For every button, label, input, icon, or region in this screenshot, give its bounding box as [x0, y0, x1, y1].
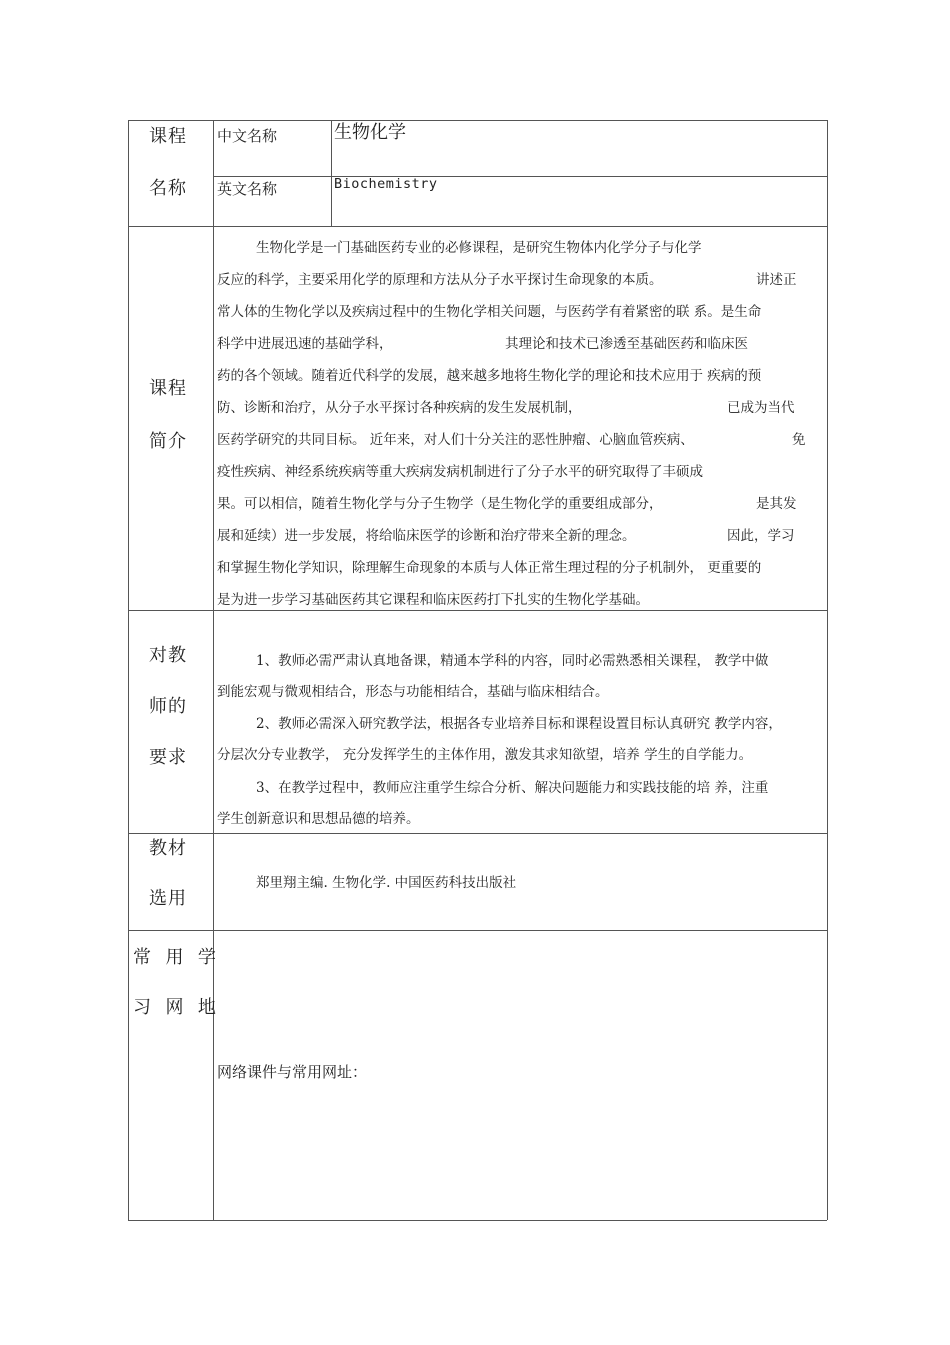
- intro-line: 已成为当代: [727, 400, 795, 416]
- textbook-label-1: 教材: [149, 838, 187, 859]
- intro-line: 和掌握生物化学知识，除理解生命现象的本质与人体正常生理过程的分子机制外， 更重要的: [217, 560, 762, 576]
- websites-value: 网络课件与常用网址：: [217, 1063, 368, 1081]
- teacher-req-label-2: 师的: [149, 696, 187, 717]
- intro-line: 常人体的生物化学以及疾病过程中的生物化学相关问题，与医药学有着紧密的联 系。是生命: [217, 304, 762, 320]
- en-name-label: 英文名称: [217, 180, 278, 198]
- intro-line: 是其发: [756, 496, 797, 512]
- name-value-divider: [331, 120, 332, 226]
- teacher-req-line: 分层次分专业教学， 充分发挥学生的主体作用，激发其求知欲望，培养 学生的自学能力。: [217, 747, 753, 763]
- intro-line: 科学中进展迅速的基础学科，: [217, 336, 393, 352]
- intro-line: 疫性疾病、神经系统疾病等重大疾病发病机制进行了分子水平的研究取得了丰硕成: [217, 464, 703, 480]
- course-name-label-2: 名称: [149, 178, 187, 199]
- cn-name-value: 生物化学: [334, 122, 406, 143]
- teacher-req-label-3: 要求: [149, 747, 187, 768]
- table-border-left: [128, 120, 129, 1220]
- intro-line: 防、诊断和治疗，从分子水平探讨各种疾病的发生发展机制，: [217, 400, 582, 416]
- cn-name-label: 中文名称: [217, 127, 278, 145]
- en-name-value: Biochemistry: [334, 176, 438, 192]
- intro-line: 药的各个领域。随着近代科学的发展，越来越多地将生物化学的理论和技术应用于 疾病的预: [217, 368, 762, 384]
- intro-line: 医药学研究的共同目标。 近年来，对人们十分关注的恶性肿瘤、心脑血管疾病、: [217, 432, 694, 448]
- intro-line: 是为进一步学习基础医药其它课程和临床医药打下扎实的生物化学基础。: [217, 592, 649, 608]
- table-border-top: [128, 120, 827, 121]
- teacher-req-line: 到能宏观与微观相结合，形态与功能相结合，基础与临床相结合。: [217, 684, 609, 700]
- teacher-req-line: 学生创新意识和思想品德的培养。: [217, 811, 420, 827]
- name-row-divider: [213, 176, 827, 177]
- label-column-divider: [213, 120, 214, 1220]
- websites-label-2: 习 网 地: [133, 997, 217, 1018]
- websites-label-1: 常 用 学: [133, 947, 217, 968]
- row-divider-name: [128, 226, 827, 227]
- table-border-right: [827, 120, 828, 1220]
- intro-line: 生物化学是一门基础医药专业的必修课程，是研究生物体内化学分子与化学: [256, 240, 702, 256]
- textbook-label-2: 选用: [149, 888, 187, 909]
- textbook-value: 郑里翔主编. 生物化学. 中国医药科技出版社: [256, 875, 517, 891]
- intro-label-1: 课程: [149, 378, 187, 399]
- course-name-label-1: 课程: [149, 126, 187, 147]
- teacher-req-label-1: 对教: [149, 645, 187, 666]
- intro-line: 果。可以相信，随着生物化学与分子生物学（是生物化学的重要组成部分，: [217, 496, 663, 512]
- intro-line: 其理论和技术已渗透至基础医药和临床医: [505, 336, 748, 352]
- row-divider-textbook: [128, 930, 827, 931]
- row-divider-teacher: [128, 833, 827, 834]
- teacher-req-line: 1、教师必需严肃认真地备课，精通本学科的内容，同时必需熟悉相关课程， 教学中做: [256, 653, 769, 669]
- teacher-req-line: 2、教师必需深入研究教学法，根据各专业培养目标和课程设置目标认真研究 教学内容，: [256, 716, 782, 732]
- intro-line: 讲述正: [756, 272, 797, 288]
- intro-line: 展和延续）进一步发展，将给临床医学的诊断和治疗带来全新的理念。: [217, 528, 636, 544]
- intro-label-2: 简介: [149, 431, 187, 452]
- table-border-bottom: [128, 1220, 827, 1221]
- intro-line: 因此，学习: [727, 528, 795, 544]
- teacher-req-line: 3、在教学过程中，教师应注重学生综合分析、解决问题能力和实践技能的培 养，注重: [256, 780, 769, 796]
- row-divider-intro: [128, 610, 827, 611]
- intro-line: 反应的科学，主要采用化学的原理和方法从分子水平探讨生命现象的本质。: [217, 272, 663, 288]
- intro-line: 免: [792, 432, 806, 448]
